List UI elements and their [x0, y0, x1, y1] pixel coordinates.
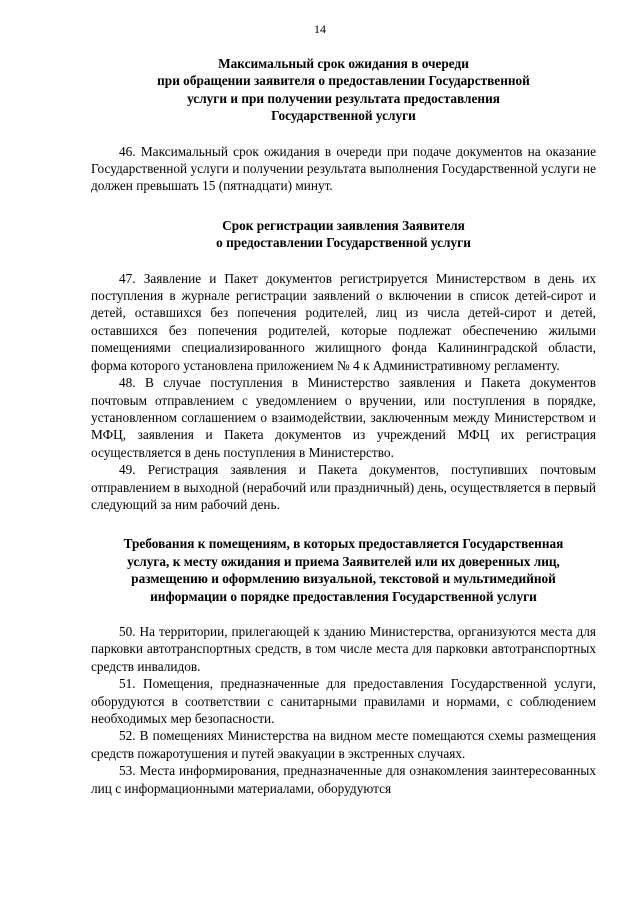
section-heading — [91, 535, 596, 605]
heading-line: информации о порядке предоставления Государственной услуги — [150, 588, 537, 604]
paragraph-48: 48. В случае поступления в Министерство заявления и Пакета документов почтовым отправлением с уведомлением о вручении, или поступления в порядке, установленном соглашением о взаимодействии, заключенным между Министерством и МФЦ, заявления и Пакета документов из учреждений МФЦ их регистрация осуществляется в день поступления в Министерство. — [91, 375, 596, 460]
heading-line: при обращении заявителя о предоставлении Государственной — [157, 73, 530, 89]
section-heading — [91, 55, 596, 125]
paragraph-50: 50. На территории, прилегающей к зданию Министерства, организуются места для парковки автотранспортных средств, в том числе места для парковки автотранспортных средств инвалидов. — [91, 623, 596, 674]
section-premises-requirements — [91, 535, 596, 797]
paragraph-53: 53. Места информирования, предназначенные для ознакомления заинтересованных лиц с информационными материалами, оборудуются — [91, 763, 596, 796]
document-body — [91, 55, 596, 797]
heading-line: Срок регистрации заявления Заявителя — [222, 217, 465, 233]
heading-line: Требования к помещениям, в которых предоставляется Государственная — [123, 536, 564, 552]
heading-line: о предоставлении Государственной услуги — [216, 235, 471, 251]
section-registration-time — [91, 217, 596, 514]
paragraph-52: 52. В помещениях Министерства на видном месте помещаются схемы размещения средств пожаротушения и путей эвакуации в экстренных случаях. — [91, 728, 596, 761]
paragraph-47: 47. Заявление и Пакет документов регистрируется Министерством в день их поступления в журнале регистрации заявлений о включении в список детей-сирот и детей, оставшихся без попечения родителей, лиц из числа детей-сирот и детей, оставшихся без попечения родителей, которые подлежат обеспечению жилыми помещениями специализированного жилищного фонда Калининградской области, форма которого установлена приложением № 4 к Административному регламенту. — [91, 270, 596, 373]
paragraph-49: 49. Регистрация заявления и Пакета документов, поступивших почтовым отправлением в выходной (нерабочий или праздничный) день, осуществляется в первый следующий за ним рабочий день. — [91, 462, 596, 512]
page-number: 14 — [314, 22, 326, 36]
heading-line: услуги и при получении результата предоставления — [187, 90, 500, 106]
section-waiting-time — [91, 55, 596, 195]
heading-line: Максимальный срок ожидания в очереди — [218, 56, 469, 71]
section-heading — [91, 217, 596, 252]
heading-line: услуга, к месту ожидания и приема Заявителей или их доверенных лиц, — [127, 553, 560, 569]
heading-line: размещению и оформлению визуальной, текстовой и мультимедийной — [131, 571, 556, 587]
paragraph-51: 51. Помещения, предназначенные для предоставления Государственной услуги, оборудуются в соответствии с санитарными правилами и нормами, с соблюдением необходимых мер безопасности. — [91, 676, 596, 726]
heading-line: Государственной услуги — [271, 108, 416, 124]
paragraph-46: 46. Максимальный срок ожидания в очереди при подаче документов на оказание Государственной услуги и получении результата выполнения Государственной услуги не должен превышать 15 (пятнадцати) минут. — [91, 143, 596, 194]
